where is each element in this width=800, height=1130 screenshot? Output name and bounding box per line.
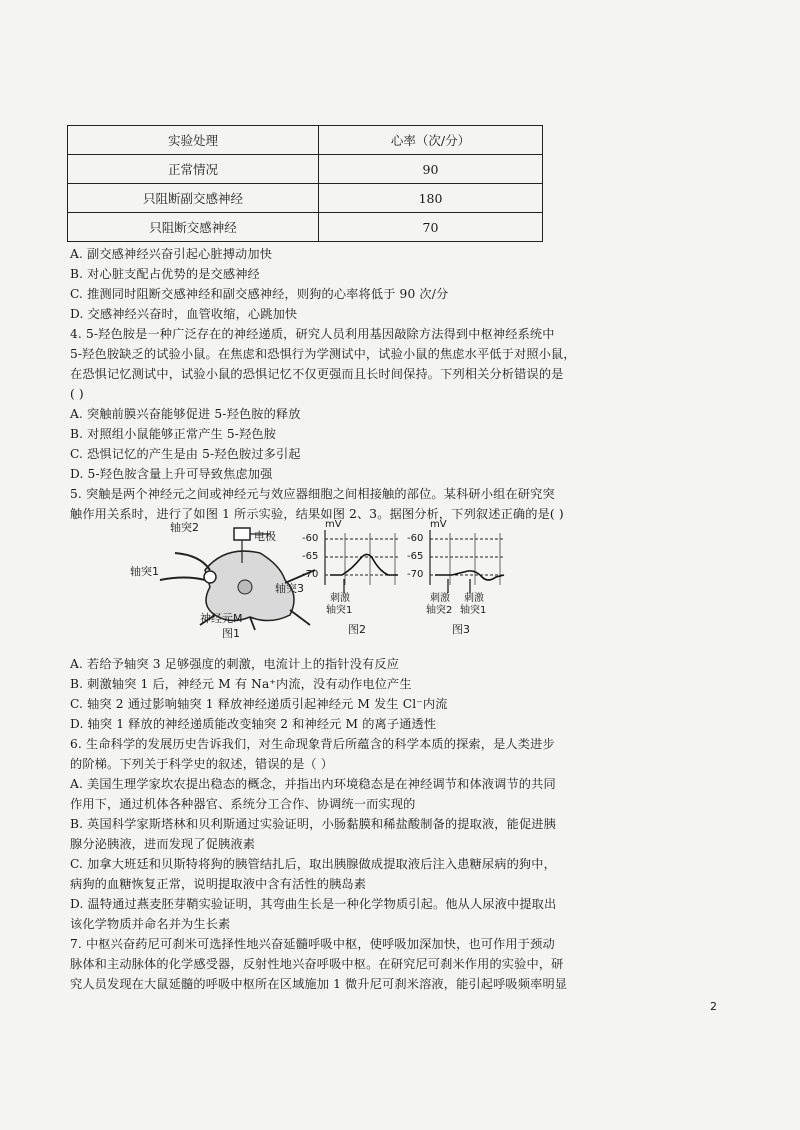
table-cell: 只阻断副交感神经 xyxy=(68,184,319,213)
text-line: 作用下，通过机体各种器官、系统分工合作、协调统一而实现的 xyxy=(70,797,416,811)
fig3-stim-a-target: 轴突2 xyxy=(426,605,453,616)
table-cell: 只阻断交感神经 xyxy=(68,213,319,242)
text-line: C. 轴突 2 通过影响轴突 1 释放神经递质引起神经元 M 发生 Cl⁻内流 xyxy=(70,697,448,711)
text-line: 腺分泌胰液，进而发现了促胰液素 xyxy=(70,837,256,851)
text-line: D. 交感神经兴奋时，血管收缩，心跳加快 xyxy=(70,307,298,321)
text-line: A. 若给予轴突 3 足够强度的刺激，电流计上的指针没有反应 xyxy=(70,657,400,671)
table-row xyxy=(68,184,543,213)
fig1-neuron-label: 神经元M xyxy=(200,612,243,625)
text-line: A. 副交感神经兴奋引起心脏搏动加快 xyxy=(70,247,273,261)
fig2-unit: mV xyxy=(325,519,342,530)
neuron-figure xyxy=(130,519,510,650)
table-row xyxy=(68,213,543,242)
fig2-tick: -70 xyxy=(302,569,319,580)
text-line: 5-羟色胺缺乏的试验小鼠。在焦虑和恐惧行为学测试中，试验小鼠的焦虑水平低于对照小鼠， xyxy=(70,347,576,361)
text-line: 7. 中枢兴奋药尼可刹米可选择性地兴奋延髓呼吸中枢，使呼吸加深加快，也可作用于颈动 xyxy=(70,937,555,951)
fig3-trace xyxy=(435,571,504,580)
text-line: 病狗的血糖恢复正常，说明提取液中含有活性的胰岛素 xyxy=(70,877,367,891)
table-cell: 180 xyxy=(319,184,543,213)
table-header: 实验处理 xyxy=(68,126,319,155)
fig1-axon2-label: 轴突2 xyxy=(170,521,199,534)
fig2-tick: -65 xyxy=(302,551,319,562)
galvanometer-icon xyxy=(234,528,250,540)
fig3-unit: mV xyxy=(430,519,447,530)
text-line: ( ) xyxy=(70,387,84,401)
fig3-tick: -60 xyxy=(407,533,424,544)
text-line: C. 恐惧记忆的产生是由 5-羟色胺过多引起 xyxy=(70,447,301,461)
fig3-tick: -70 xyxy=(407,569,424,580)
axon1-line xyxy=(160,578,205,581)
text-line: C. 加拿大班廷和贝斯特将狗的胰管结扎后，取出胰腺做成提取液后注入患糖尿病的狗中， xyxy=(70,857,556,871)
text-line: D. 轴突 1 释放的神经递质能改变轴突 2 和神经元 M 的离子通透性 xyxy=(70,717,437,731)
fig2-caption: 图2 xyxy=(348,623,366,636)
fig3-stim-a-label: 刺激 xyxy=(430,593,450,604)
text-line: D. 5-羟色胺含量上升可导致焦虑加强 xyxy=(70,467,273,481)
text-line: 该化学物质并命名并为生长素 xyxy=(70,917,231,931)
text-line: A. 突触前膜兴奋能够促进 5-羟色胺的释放 xyxy=(70,407,301,421)
text-line: B. 对照组小鼠能够正常产生 5-羟色胺 xyxy=(70,427,277,441)
table-header: 心率（次/分） xyxy=(319,126,543,155)
text-line: 触作用关系时，进行了如图 1 所示实验，结果如图 2、3。据图分析，下列叙述正确的是( ) xyxy=(70,507,564,521)
synapse-knob xyxy=(204,571,216,583)
fig1-electrode-label: 电极 xyxy=(254,530,276,543)
text-line: 在恐惧记忆测试中，试验小鼠的恐惧记忆不仅更强而且长时间保持。下列相关分析错误的是 xyxy=(70,367,564,381)
page-number: 2 xyxy=(710,1000,717,1013)
text-line: B. 英国科学家斯塔林和贝利斯通过实验证明，小肠黏膜和稀盐酸制备的提取液，能促进胰 xyxy=(70,817,556,831)
text-line: B. 刺激轴突 1 后，神经元 M 有 Na⁺内流，没有动作电位产生 xyxy=(70,677,412,691)
text-line: 6. 生命科学的发展历史告诉我们，对生命现象背后所蕴含的科学本质的探索，是人类进步 xyxy=(70,737,555,751)
fig1-axon3-label: 轴突3 xyxy=(275,582,304,595)
text-line: C. 推测同时阻断交感神经和副交感神经，则狗的心率将低于 90 次/分 xyxy=(70,287,449,301)
table-cell: 70 xyxy=(319,213,543,242)
fig2-stim-label: 刺激 xyxy=(330,593,350,604)
text-line: D. 温特通过燕麦胚芽鞘实验证明，其弯曲生长是一种化学物质引起。他从人尿液中提取出 xyxy=(70,897,557,911)
table-row xyxy=(68,155,543,184)
text-line: 5. 突触是两个神经元之间或神经元与效应器细胞之间相接触的部位。某科研小组在研究突 xyxy=(70,487,555,501)
fig1-caption: 图1 xyxy=(222,627,240,640)
fig2-stim-target: 轴突1 xyxy=(326,605,353,616)
experiment-table xyxy=(67,125,543,242)
fig1-axon1-label: 轴突1 xyxy=(130,565,159,578)
text-line: 脉体和主动脉体的化学感受器，反射性地兴奋呼吸中枢。在研究尼可刹米作用的实验中，研 xyxy=(70,957,564,971)
text-line: B. 对心脏支配占优势的是交感神经 xyxy=(70,267,260,281)
fig3-caption: 图3 xyxy=(452,623,470,636)
fig3-stim-b-target: 轴突1 xyxy=(460,605,487,616)
text-line: A. 美国生理学家坎农提出稳态的概念，并指出内环境稳态是在神经调节和体液调节的共同 xyxy=(70,777,556,791)
text-line: 的阶梯。下列关于科学史的叙述，错误的是（ ） xyxy=(70,757,334,771)
text-line: 究人员发现在大鼠延髓的呼吸中枢所在区域施加 1 微升尼可刹米溶液，能引起呼吸频率明显 xyxy=(70,977,568,991)
text-line: 4. 5-羟色胺是一种广泛存在的神经递质，研究人员利用基因敲除方法得到中枢神经系统中 xyxy=(70,327,555,341)
fig3-stim-b-label: 刺激 xyxy=(464,593,484,604)
table-header-row xyxy=(68,126,543,155)
fig2-trace xyxy=(330,554,398,575)
table-cell: 正常情况 xyxy=(68,155,319,184)
nucleus xyxy=(238,580,252,594)
fig3-tick: -65 xyxy=(407,551,424,562)
fig2-tick: -60 xyxy=(302,533,319,544)
table-cell: 90 xyxy=(319,155,543,184)
axon2-line xyxy=(175,553,210,570)
